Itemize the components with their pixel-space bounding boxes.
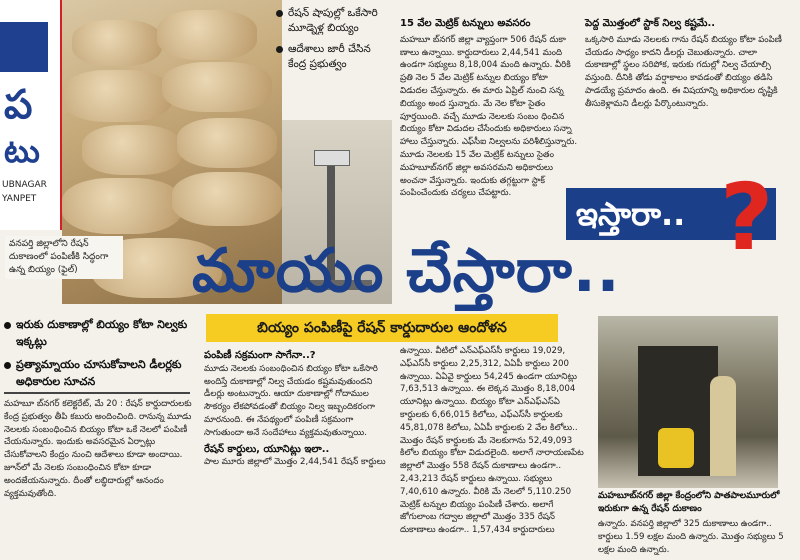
column-heading: 15 వేల మెట్రిక్ టన్నులు అవసరం (400, 18, 531, 29)
headline-subtitle: బియ్యం పంపిణీపై రేషన్ కార్డుదారుల ఆందోళన (206, 314, 558, 342)
summary-bullets (4, 316, 194, 396)
column-heading: పంపిణీ సక్రమంగా సాగేనా..? (204, 350, 316, 361)
masthead-district-1: UBNAGAR (2, 180, 47, 190)
masthead-letter: ప (4, 82, 33, 128)
masthead-logo-block (0, 22, 48, 72)
summary-bullet: ప్రత్యామ్నాయం చూసుకోవాలని డీలర్లకు అధికారుల సూచన (4, 356, 194, 390)
masthead-letter-2: టు (4, 132, 40, 170)
column-text: మూడు నెలలకు సంబంధించిన బియ్యం కోటా ఒకేసారి అందిస్తే దుకాణాల్లో నిల్వ చేయడం కష్టమవుతుందని డీలర్లు అంటున్నారు. ఆయా దుకాణాల్లో గోదాముల సౌకర్యం లేకపోవడంతో బియ్యం నిల్వ ఇబ్బందికరంగా మారనుంది. ఈ నేపథ్యంలో పంపిణీ సక్రమంగా సాగుతుందా అనే సందేహాలు వ్యక్తమవుతున్నాయి. (204, 363, 378, 438)
column-heading: పెద్ద మొత్తంలో స్టాక్ నిల్వ కష్టమే.. (585, 18, 716, 29)
main-headline: మాయం చేస్తారా.. (192, 236, 621, 306)
article-column-n (400, 345, 590, 537)
column-text: మహబూ బ్‌నగర్ కలెక్టరేట్, మే 20 : రేషన్ కార్డుదారులకు కేంద్ర ప్రభుత్వం తీపి కబురు అందించింది. రానున్న మూడు నెలలకు సంబంధించిన బియ్యం కోటా ఒకే నెలలో పంపిణీ చేయనున్నారు. ఇందుకు అవసరమైన ఏర్పాట్లు చేసుకోవాలని కేంద్రం నుంచి ఆదేశాలు కూడా అందాయి. జూన్‌లో మే నెలకు సంబంధించిన కోటా కూడా అందజేయనున్నారు. దీంతో లబ్ధిదారుల్లో ఆనందం వ్యక్తమవుతోంది. (4, 399, 192, 499)
column-text: మహబూ బ్‌నగర్ జిల్లా వ్యాప్తంగా 506 రేషన్ దుకా ణాలు ఉన్నాయి. కార్డుదారులు 2,44,541 మంది ఉండగా సభ్యులు 8,18,004 మంది ఉన్నారు. వీరికి ప్రతి నెల 5 వేల మెట్రిక్ టన్నుల బియ్యం కోటా విడుదల చేస్తున్నారు. ఈ మారు ఏప్రిల్ నుంచి సన్న బియ్యం అంద స్తున్నారు. మే నెల కోటా సైతం పూర్తయింది. వచ్చే మూడు నెలలకు సంబం ధించిన బియ్యం కోటా విడుదల చేసేందుకు అధికారులు సన్నా హాలు చేస్తున్నారు. ఎఫ్‌సీఐ నిల్వలను పరిశీలిస్తున్నారు. మూడు నెలలకు 15 వేల మెట్రిక్ టన్నులు సైతం మహబూబ్‌నగర్ జిల్లా అవసరమని అధికారులు అంచనా వేస్తున్నారు. ఇందుకు తగ్గట్టుగా స్టాక్ పంపించేందుకు చర్యలు చేపట్టారు. (400, 34, 578, 199)
masthead-district-2: YANPET (2, 194, 37, 204)
summary-bullet: ఇరుకు దుకాణాల్లో బియ్యం కోటా నిల్వకు ఇక్కట్లు (4, 316, 194, 350)
column-text: ఒక్కసారి మూడు నెలలకు గాను రేషన్ బియ్యం కోటా పంపిణీ చేయడం సాధ్యం కాదని డీలర్లు చెబుతున్నారు. చాలా దుకాణాల్లో స్థలం సరిపోక, ఇరుకు గదుల్లో నిల్వ చేయాల్సి వస్తుంది. దీనికి తోడు వర్షాకాలం కావడంతో బియ్యం తడిసి పాడయ్యే ప్రమాదం ఉంది. ఈ విషయాన్ని అధికారుల దృష్టికి తీసుకెళ్లామని డీలర్లు పేర్కొంటున్నారు. (585, 34, 782, 109)
article-column-r (598, 518, 794, 556)
column-text-2: పాల మూరు జిల్లాలో మొత్తం 2,44,541 రేషన్ కార్డులు (204, 457, 386, 468)
ration-shop-photo (598, 316, 778, 488)
column-text: ఉన్నారు. వనపర్తి జిల్లాలో 325 దుకాణాలు ఉండగా.. కార్డులు 1.59 లక్షల మంది ఉన్నారు. మొత్తం సభ్యులు 5 లక్షల మంది ఉన్నారు. (598, 519, 784, 555)
masthead-strip (0, 0, 63, 230)
photo2-caption: మహబూబ్‌నగర్ జిల్లా కేంద్రంలోని పాతపాలమూరులో ఇరుకుగా ఉన్న రేషన్ దుకాణం (598, 491, 780, 514)
column-text: ఉన్నాయి. వీటిలో ఎన్‌ఎఫ్‌ఎస్‌సీ కార్డులు 19,029, ఎఫ్‌ఎస్‌సీ కార్డులు 2,25,312, ఏఏపీ కార్డులు 200 ఉన్నాయి. ఏఏవై కార్డులు 54,245 ఉండగా యూనిట్లు 7,63,513 ఉన్నాయి. ఈ లెక్కన మొత్తం 8,18,004 యూనిట్లు ఉన్నాయి. బియ్యం కోటా ఎన్‌ఎఫ్‌ఎస్‌ఏ కార్డులకు 6,66,015 కిలోలు, ఎఫ్‌ఎస్‌సీ కార్డులకు 45,81,078 కిలోలు, ఏఏపీ కార్డులకు 2 వేల కిలోలు.. మొత్తం రేషన్ కార్డులకు మే నెలకుగాను 52,49,093 కిలోల బియ్యం కోటా విడుదలైంది. అలాగే నారాయణపేట జిల్లాలో మొత్తం 558 రేషన్ దుకాణాలు ఉండగా.. 2,43,213 రేషన్ కార్డులు ఉన్నాయి. సభ్యులు 7,40,610 ఉన్నారు. వీరికి మే నెలలో 5,110.250 మెట్రిక్ టన్నుల బియ్యం పంపిణీ చేశారు. అలాగే జోగులాంబ గద్వాల జిల్లాలో మొత్తం 335 రేషన్ దుకాణాలు ఉండగా.. 1,57,434 కార్డుదారులు (400, 346, 584, 536)
column-subheading: రేషన్ కార్డులు, యూనిట్లు ఇలా.. (204, 443, 330, 455)
divider (4, 392, 190, 394)
article-column-l (4, 398, 194, 500)
photo-caption: వనపర్తి జిల్లాలోని రేషన్ దుకాణంలో పంపిణీకి సిద్ధంగా ఉన్న బియ్యం (ఫైల్) (5, 236, 123, 279)
question-mark-graphic: ? (720, 164, 774, 271)
article-column-m (204, 350, 392, 469)
photo-bullet: ఆదేశాలు జారీ చేసిన కేంద్ర ప్రభుత్వం (276, 42, 388, 72)
photo-bullet: రేషన్ షాపుల్లో ఒకేసారి మూడ్నెళ్ల బియ్యం (276, 6, 388, 36)
photo-bullets (276, 6, 388, 78)
article-column-a (400, 18, 578, 200)
headline-kicker: ఇస్తారా.. (566, 188, 776, 240)
article-column-b (585, 18, 790, 111)
